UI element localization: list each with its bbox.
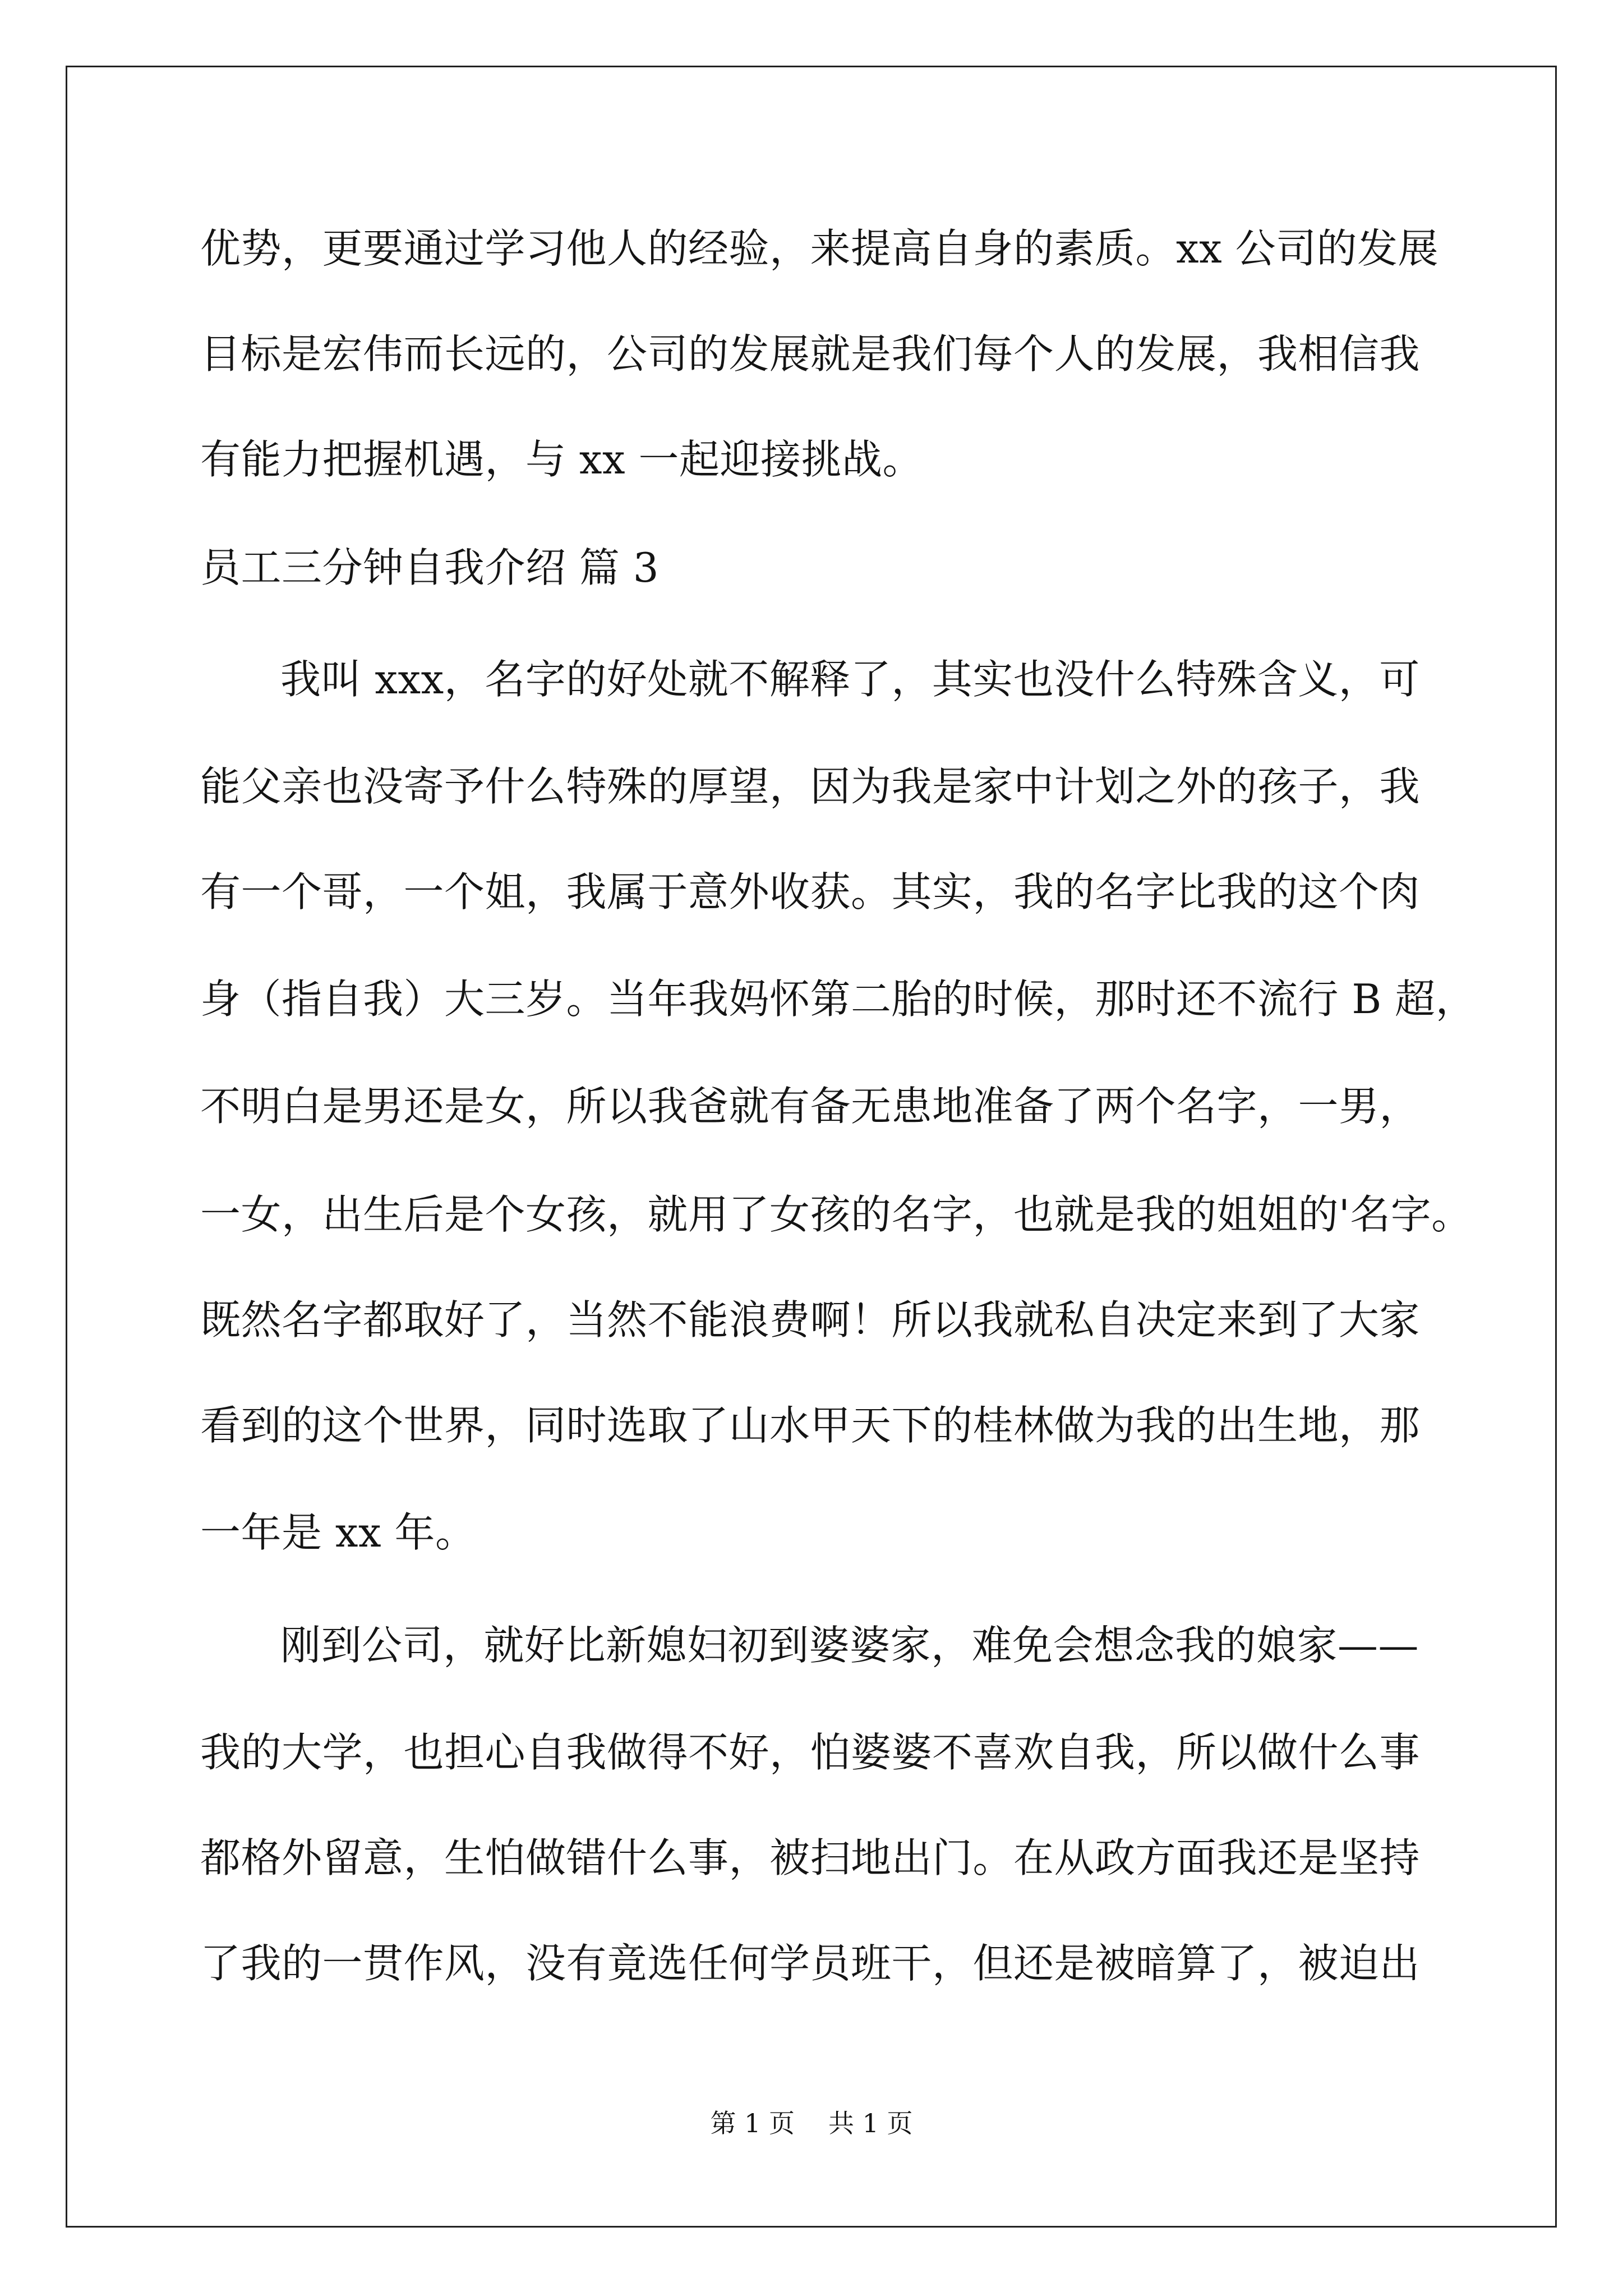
paragraph-3-line-4: 了我的一贯作风，没有竟选任何学员班干，但还是被暗算了，被迫出 — [200, 1940, 1421, 1987]
page-number: 第 1 页 — [710, 2108, 795, 2138]
paragraph-2-line-3: 有一个哥，一个姐，我属于意外收获。其实，我的名字比我的这个肉 — [200, 868, 1421, 915]
paragraph-2-line-4: 身（指自我）大三岁。当年我妈怀第二胎的时候，那时还不流行 B 超， — [200, 976, 1477, 1023]
paragraph-1-line-2: 目标是宏伟而长远的，公司的发展就是我们每个人的发展，我相信我 — [200, 330, 1421, 378]
paragraph-3-line-3: 都格外留意，生怕做错什么事，被扫地出门。在从政方面我还是坚持 — [200, 1834, 1421, 1881]
paragraph-1-line-1: 优势，更要通过学习他人的经验，来提高自身的素质。xx 公司的发展 — [200, 225, 1439, 272]
paragraph-2-line-2: 能父亲也没寄予什么特殊的厚望，因为我是家中计划之外的孩子，我 — [200, 763, 1421, 810]
section-heading: 员工三分钟自我介绍 篇 3 — [200, 544, 660, 591]
paragraph-3-line-2: 我的大学，也担心自我做得不好，怕婆婆不喜欢自我，所以做什么事 — [200, 1729, 1421, 1776]
page-footer — [0, 2106, 1623, 2140]
page-border — [66, 66, 1557, 2228]
paragraph-2-line-1: 我叫 xxx，名字的好处就不解释了，其实也没什么特殊含义，可 — [280, 656, 1420, 703]
page-total: 共 1 页 — [828, 2108, 913, 2138]
paragraph-2-line-6: 一女，出生后是个女孩，就用了女孩的名字，也就是我的姐姐的'名字。 — [200, 1191, 1472, 1238]
paragraph-2-line-9: 一年是 xx 年。 — [200, 1509, 476, 1556]
paragraph-3-line-1: 刚到公司，就好比新媳妇初到婆婆家，难免会想念我的娘家—— — [280, 1622, 1419, 1669]
paragraph-2-line-5: 不明白是男还是女，所以我爸就有备无患地准备了两个名字，一男， — [200, 1083, 1421, 1130]
paragraph-2-line-8: 看到的这个世界，同时选取了山水甲天下的桂林做为我的出生地，那 — [200, 1402, 1421, 1449]
paragraph-2-line-7: 既然名字都取好了，当然不能浪费啊！所以我就私自决定来到了大家 — [200, 1296, 1421, 1343]
paragraph-1-line-3: 有能力把握机遇，与 xx 一起迎接挑战。 — [200, 436, 923, 483]
